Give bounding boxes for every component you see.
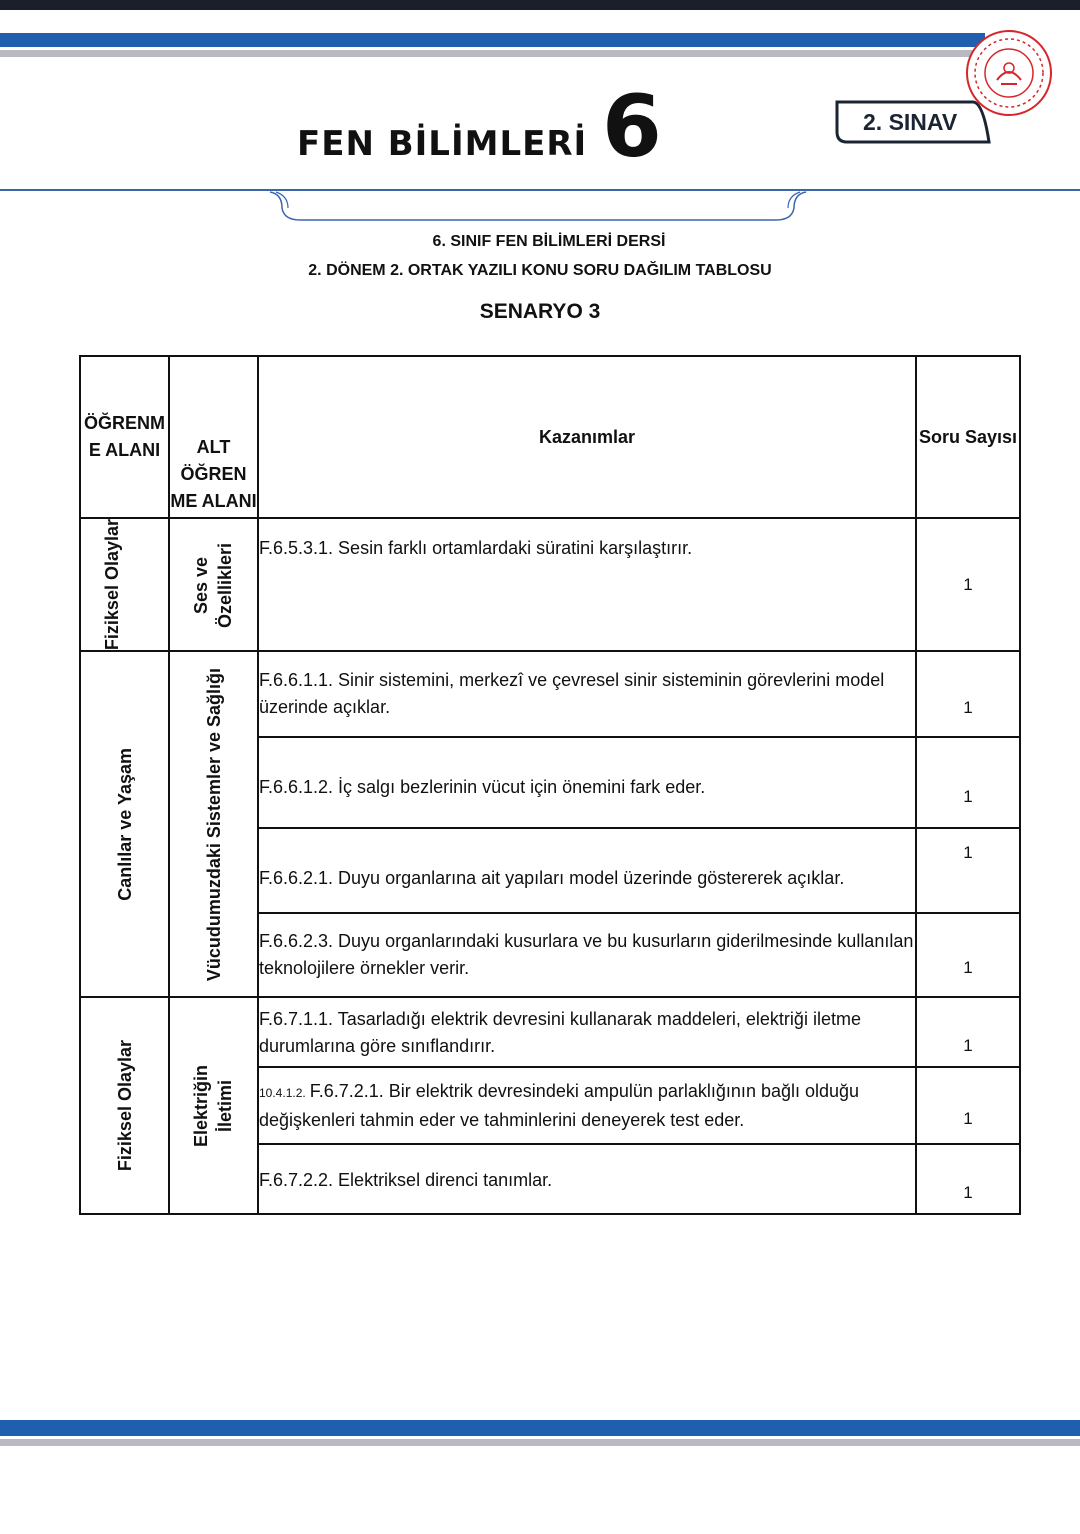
outcome-text: F.6.6.1.2. İç salgı bezlerinin vücut için önemini fark eder. (259, 777, 706, 798)
count-cell: 1 (916, 737, 1020, 828)
table-row (80, 997, 1020, 1067)
outcome-cell (258, 518, 916, 651)
outcome-cell (258, 997, 916, 1067)
area-label: Fiziksel Olaylar (101, 519, 122, 651)
sub-area-label: Ses ve Özellikleri (190, 542, 235, 628)
outcome-cell (258, 1067, 916, 1144)
area-cell (80, 651, 169, 997)
sub-area-cell (169, 651, 258, 997)
outcome-code-prefix: 10.4.1.2. (259, 1085, 306, 1100)
outcome-text: F.6.6.1.1. Sinir sistemini, merkezî ve çevresel sinir sisteminin görevlerini model üzerinde açıklar. (259, 670, 885, 718)
area-cell (80, 997, 169, 1214)
outcome-text: F.6.7.2.1. Bir elektrik devresindeki ampulün parlaklığının bağlı olduğu değişkenleri tahmin eder ve tahminlerini deneyerek test eder. (259, 1080, 860, 1130)
outcome-cell (258, 737, 916, 828)
footer-gray-band (0, 1439, 1080, 1446)
outcome-cell (258, 651, 916, 737)
outcome-text: F.6.7.1.1. Tasarladığı elektrik devresini kullanarak maddeleri, elektriği iletme durumlarına göre sınıflandırır. (259, 1009, 861, 1057)
sub-area-cell (169, 518, 258, 651)
count-cell: 1 (916, 1067, 1020, 1144)
table-header-row (80, 356, 1020, 518)
header-outcomes: Kazanımlar (258, 356, 916, 518)
scenario-title: SENARYO 3 (479, 300, 601, 323)
sub-area-cell (169, 997, 258, 1214)
outcome-cell (258, 828, 916, 913)
header-blue-band (0, 33, 985, 47)
footer-blue-band (0, 1420, 1080, 1436)
question-distribution-table (79, 355, 1021, 1215)
outcome-text: F.6.6.2.3. Duyu organlarındaki kusurlara ve bu kusurların giderilmesinde kullanılan teknolojilere örnekler verir. (259, 931, 914, 979)
outcome-text: F.6.7.2.2. Elektriksel direnci tanımlar. (259, 1170, 553, 1191)
header-count: Soru Sayısı (916, 356, 1020, 518)
count-cell: 1 (916, 518, 1020, 651)
area-label: Fiziksel Olaylar (114, 1040, 135, 1172)
count-cell: 1 (916, 828, 1020, 913)
header-gray-band (0, 50, 990, 57)
count-cell: 1 (916, 913, 1020, 997)
header-bracket-ornament (268, 190, 808, 224)
header-area: ÖĞRENM E ALANI (80, 356, 169, 518)
count-cell: 1 (916, 1144, 1020, 1214)
outcome-text: F.6.5.3.1. Sesin farklı ortamlardaki süratini karşılaştırır. (259, 538, 693, 558)
sub-area-label: Vücudumuzdaki Sistemler ve Sağlığı (203, 667, 224, 981)
table-row (80, 518, 1020, 651)
table-title: 2. DÖNEM 2. ORTAK YAZILI KONU SORU DAĞILIM TABLOSU (308, 262, 772, 279)
area-label: Canlılar ve Yaşam (114, 747, 135, 901)
sub-area-label: Elektriğin İletimi (190, 1064, 235, 1147)
table-row (80, 651, 1020, 737)
count-cell: 1 (916, 651, 1020, 737)
subject-title: FEN BİLİMLERİ (297, 124, 588, 164)
header-sub-area: ALT ÖĞREN ME ALANI (169, 356, 258, 518)
exam-label: 2. SINAV (863, 109, 958, 135)
count-cell: 1 (916, 997, 1020, 1067)
outcome-cell (258, 913, 916, 997)
area-cell (80, 518, 169, 651)
top-dark-strip (0, 0, 1080, 10)
grade-number: 6 (602, 77, 662, 177)
outcome-text: F.6.6.2.1. Duyu organlarına ait yapıları model üzerinde göstererek açıklar. (259, 868, 845, 889)
course-title: 6. SINIF FEN BİLİMLERİ DERSİ (432, 233, 666, 250)
outcome-cell (258, 1144, 916, 1214)
